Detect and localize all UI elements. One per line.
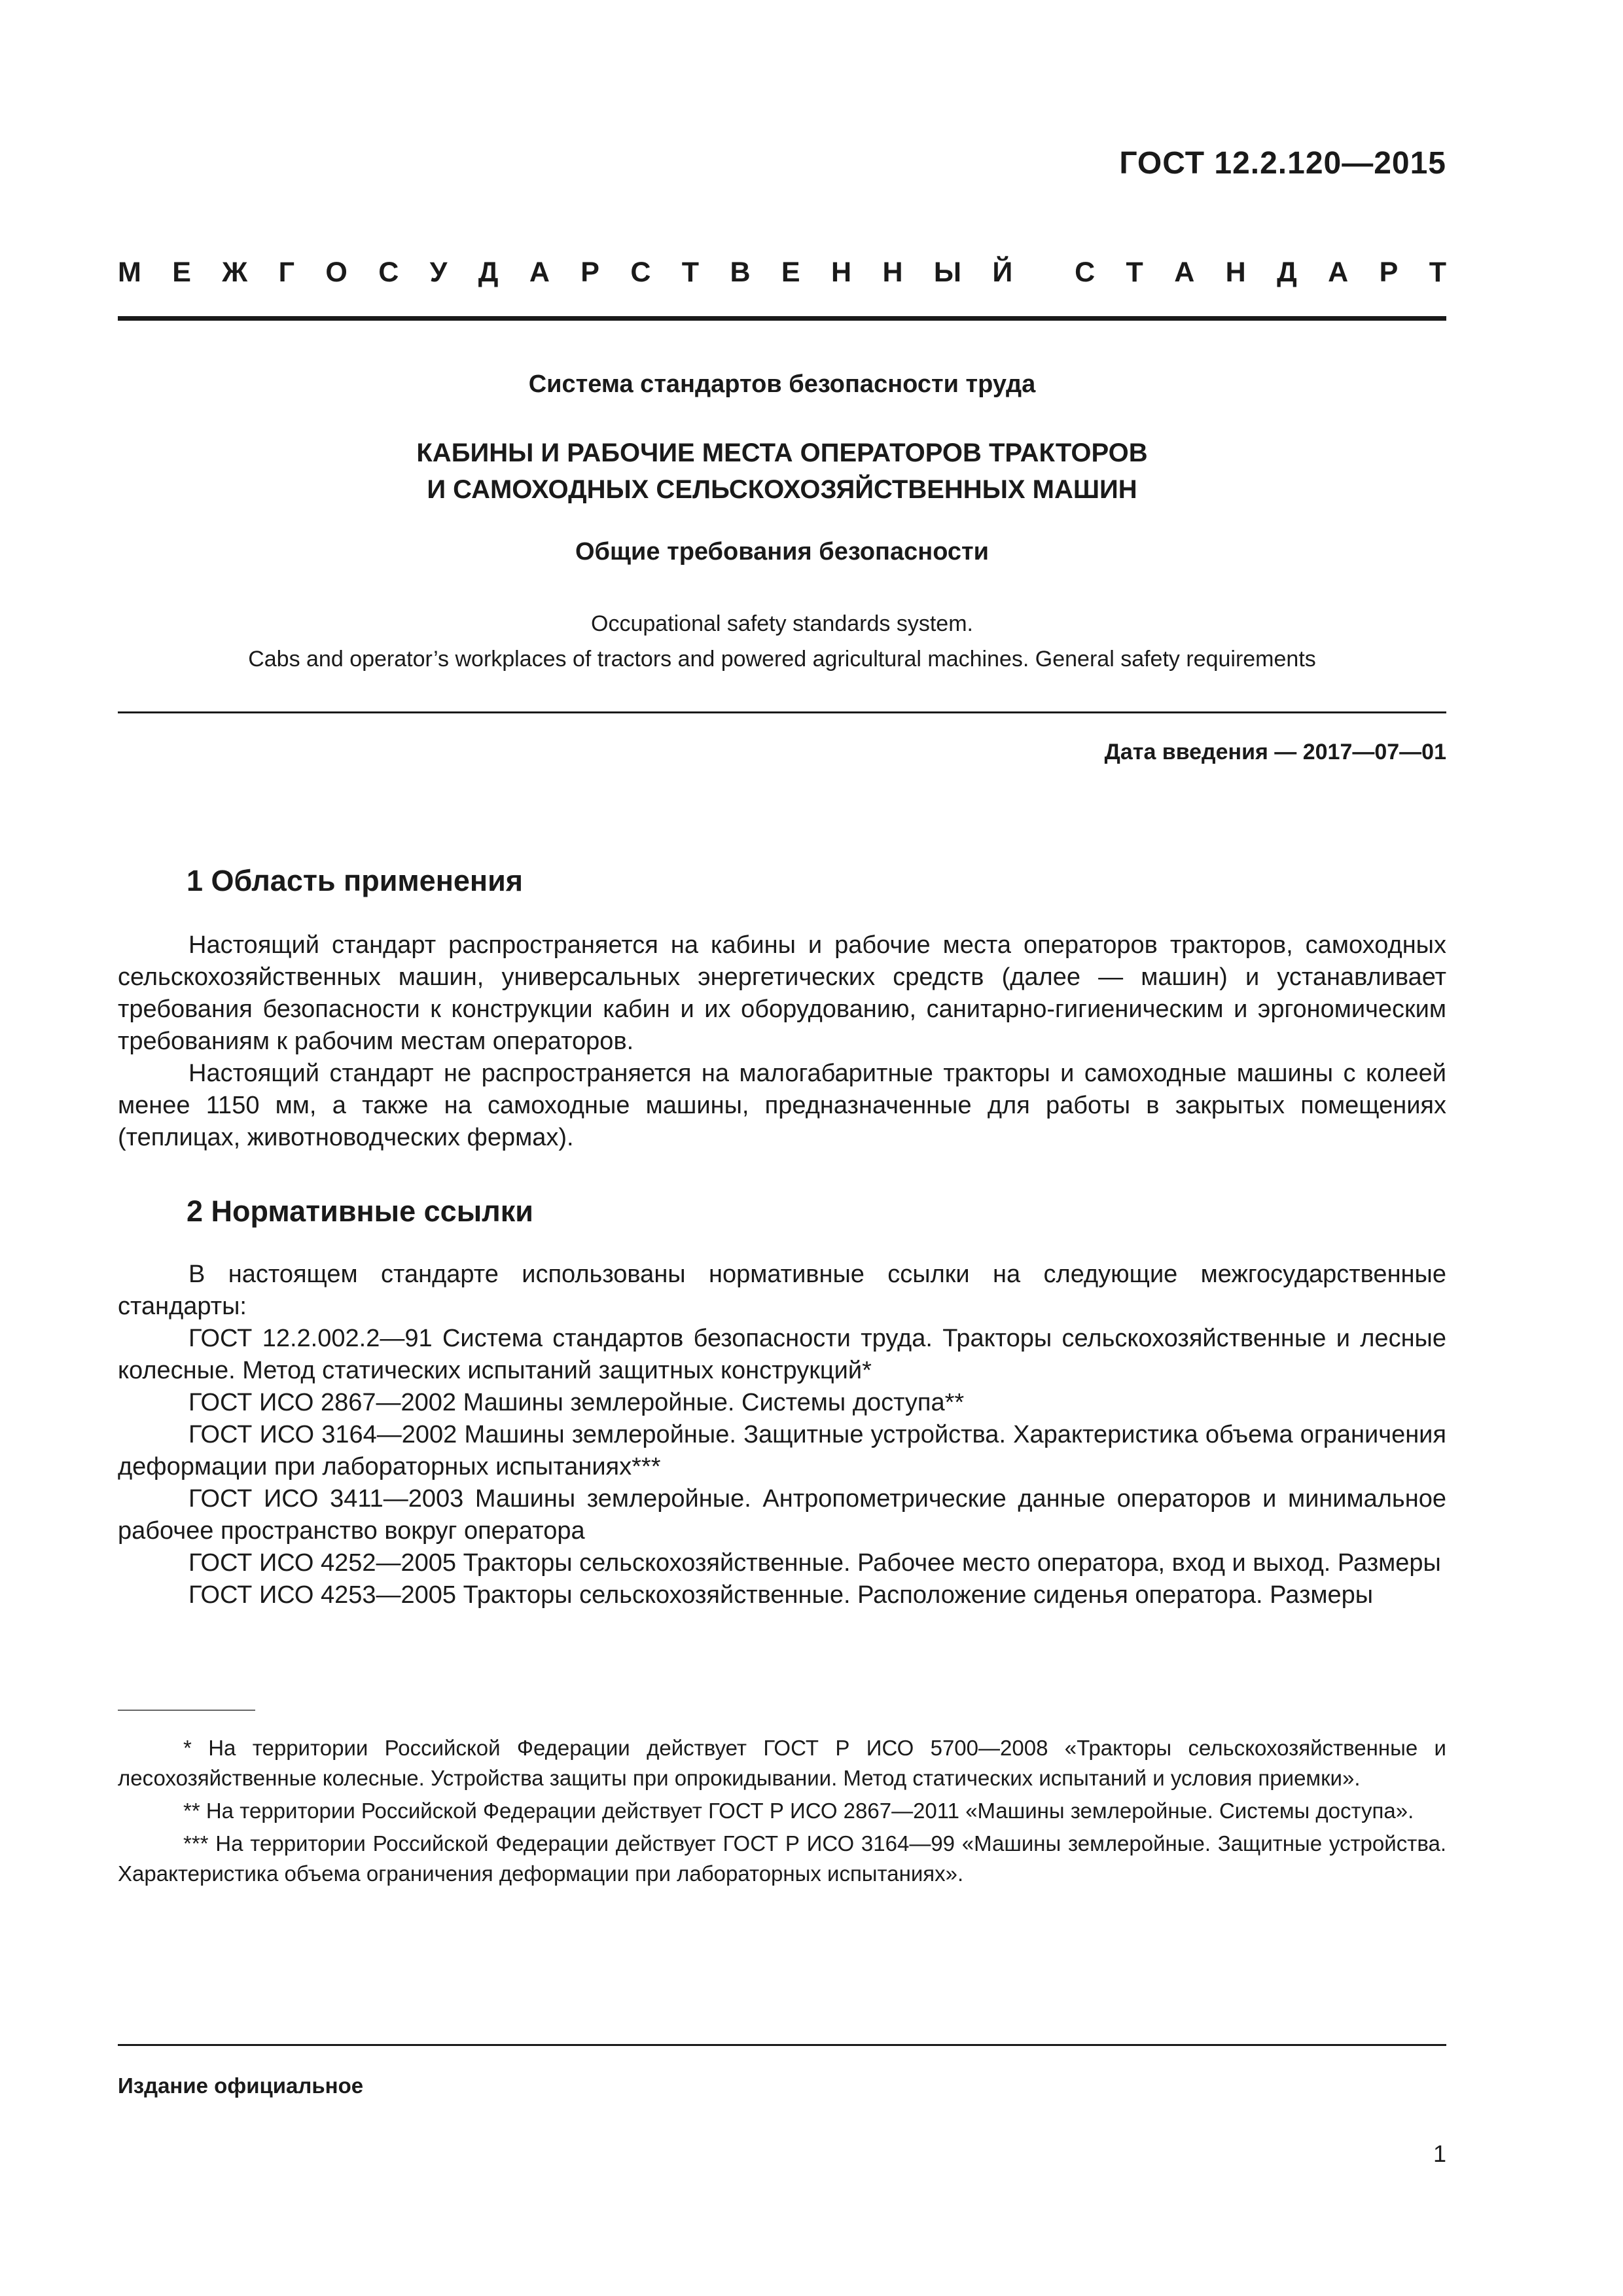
standard-type-letter: Т (1126, 257, 1143, 288)
standard-type-letter: А (1328, 257, 1349, 288)
standard-type-letter: А (529, 257, 550, 288)
standard-type-letter: А (1174, 257, 1195, 288)
standard-type-letter: Е (781, 257, 800, 288)
standard-type-letter: Н (831, 257, 852, 288)
standard-type-letter: Й (992, 257, 1013, 288)
reference-item: ГОСТ ИСО 4253—2005 Тракторы сельскохозяйственные. Расположение сиденья оператора. Размеры (188, 1581, 1374, 1609)
document-page (118, 0, 1446, 2296)
footer-divider (118, 2044, 1446, 2046)
standard-type-letter: Е (172, 257, 191, 288)
standard-type-letter: Т (1429, 257, 1446, 288)
paragraph: Настоящий стандарт не распространяется на малогабаритные тракторы и самоходные машины с колеей менее 1150 мм, а также на самоходные машины, предназначенные для работы в закрытых помещениях (теплицах, животноводческих фермах). (118, 1060, 1446, 1151)
standard-type-letter: Н (882, 257, 903, 288)
document-number: ГОСТ 12.2.120—2015 (1119, 146, 1446, 181)
standard-type-heading (118, 257, 1446, 289)
footnote: ** На территории Российской Федерации действует ГОСТ Р ИСО 2867—2011 «Машины землеройные. Системы доступа». (183, 1799, 1414, 1823)
main-title-line: И САМОХОДНЫХ СЕЛЬСКОХОЗЯЙСТВЕННЫХ МАШИН (427, 475, 1137, 504)
reference-item: ГОСТ ИСО 3411—2003 Машины землеройные. Антропометрические данные операторов и минимальное рабочее пространство вокруг оператора (118, 1485, 1446, 1545)
standard-type-letter: Р (1379, 257, 1399, 288)
section-heading-references: 2 Нормативные ссылки (187, 1194, 533, 1228)
main-title (118, 435, 1446, 508)
standard-type-letter: С (378, 257, 399, 288)
standard-type-letter: М (118, 257, 141, 288)
standard-type-letter: О (325, 257, 348, 288)
official-edition-label: Издание официальное (118, 2073, 364, 2098)
standard-type-letter: Н (1225, 257, 1246, 288)
footnote-separator (118, 1710, 255, 1711)
reference-item: ГОСТ ИСО 4252—2005 Тракторы сельскохозяйственные. Рабочее место оператора, вход и выход. Размеры (188, 1549, 1441, 1577)
section-references-body (118, 1259, 1446, 1611)
introduction-date: Дата введения — 2017—07—01 (1104, 740, 1446, 764)
page-number: 1 (1433, 2140, 1446, 2167)
standard-type-letter: У (429, 257, 448, 288)
standard-type-letter: Д (1277, 257, 1297, 288)
standard-type-letter: Г (278, 257, 294, 288)
standard-type-letter: Д (478, 257, 499, 288)
standard-type-letter: С (630, 257, 651, 288)
subtitle: Общие требования безопасности (575, 538, 990, 565)
standard-type-letter: Ы (933, 257, 962, 288)
english-title (118, 606, 1446, 677)
main-title-line: КАБИНЫ И РАБОЧИЕ МЕСТА ОПЕРАТОРОВ ТРАКТОРОВ (416, 439, 1148, 467)
system-title: Система стандартов безопасности труда (528, 370, 1036, 398)
reference-item: ГОСТ ИСО 2867—2002 Машины землеройные. Системы доступа** (188, 1389, 965, 1416)
paragraph: Настоящий стандарт распространяется на кабины и рабочие места операторов тракторов, самоходных сельскохозяйственных машин, универсальных энергетических средств (далее — машин) и устанавливает требования безопасности к конструкции кабин и их оборудованию, санитарно-гигиеническим и эргономическим требованиям к рабочим местам операторов. (118, 931, 1446, 1055)
reference-item: ГОСТ ИСО 3164—2002 Машины землеройные. Защитные устройства. Характеристика объема ограничения деформации при лабораторных испытаниях*** (118, 1421, 1446, 1480)
paragraph: В настоящем стандарте использованы нормативные ссылки на следующие межгосударственные стандарты: (118, 1261, 1446, 1320)
section-heading-scope: 1 Область применения (187, 864, 524, 897)
footnote: * На территории Российской Федерации действует ГОСТ Р ИСО 5700—2008 «Тракторы сельскохозяйственные и лесохозяйственные колесные. Устройства защиты при опрокидывании. Метод статических испытаний и условия приемки». (118, 1736, 1446, 1790)
standard-type-letter: С (1075, 257, 1096, 288)
standard-type-letter: Р (580, 257, 599, 288)
header-divider (118, 316, 1446, 321)
footnote: *** На территории Российской Федерации действует ГОСТ Р ИСО 3164—99 «Машины землеройные. Защитные устройства. Характеристика объема ограничения деформации при лабораторных испытаниях». (118, 1831, 1446, 1886)
english-title-line: Cabs and operator’s workplaces of tractors and powered agricultural machines. General safety requirements (248, 647, 1316, 672)
footnotes (118, 1733, 1446, 1892)
english-title-line: Occupational safety standards system. (591, 611, 973, 636)
reference-item: ГОСТ 12.2.002.2—91 Система стандартов безопасности труда. Тракторы сельскохозяйственные и лесные колесные. Метод статических испытаний защитных конструкций* (118, 1325, 1446, 1384)
section-scope-body (118, 929, 1446, 1154)
title-divider (118, 711, 1446, 713)
standard-type-letter: Ж (222, 257, 248, 288)
standard-type-letter: Т (681, 257, 700, 288)
standard-type-letter: В (730, 257, 751, 288)
